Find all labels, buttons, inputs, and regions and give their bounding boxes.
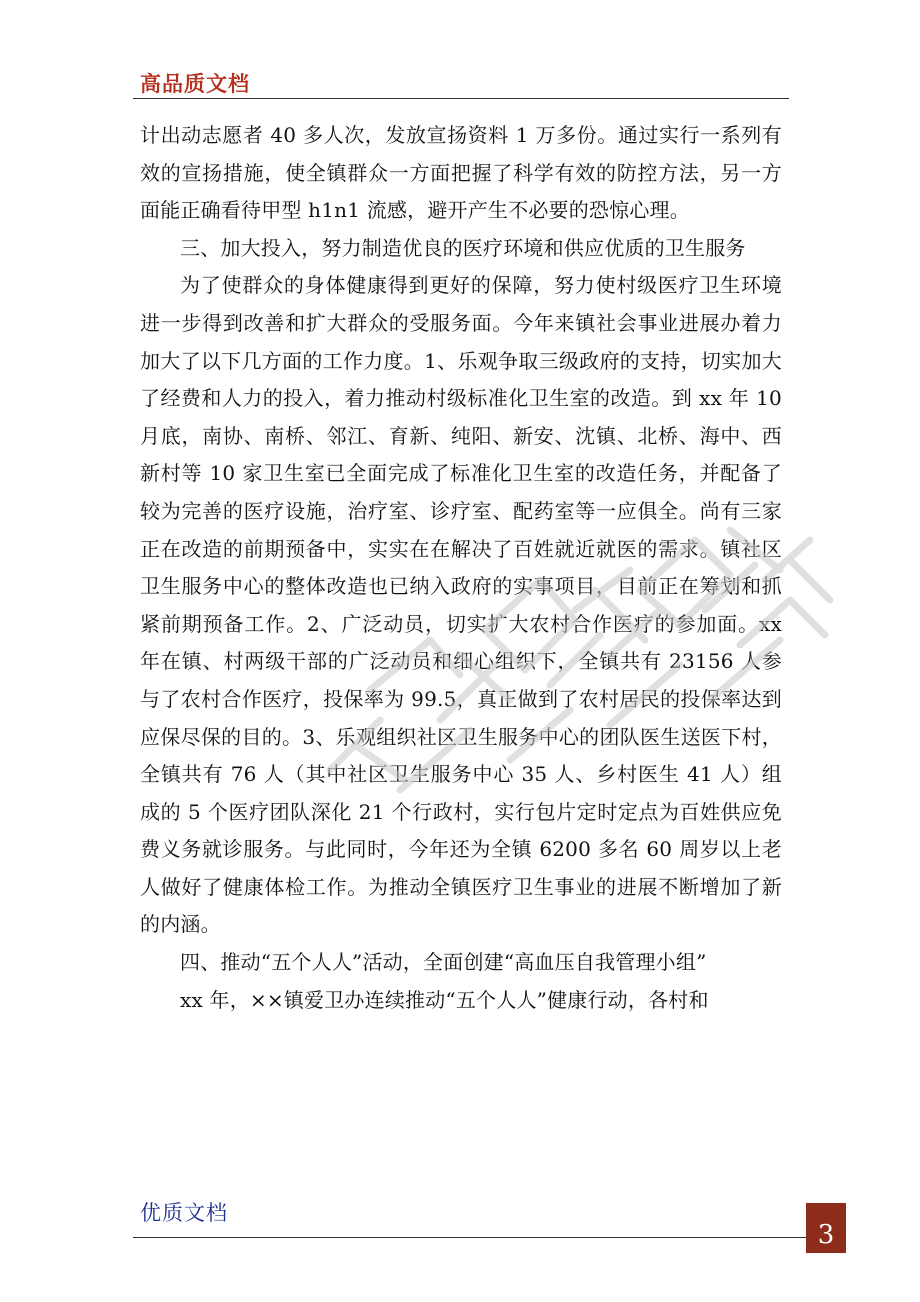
paragraph-section-4: xx 年，××镇爱卫办连续推动“五个人人”健康行动，各村和	[180, 987, 709, 1012]
footer-title: 优质文档	[140, 1201, 228, 1225]
page-number: 3	[817, 1220, 835, 1250]
document-body	[140, 117, 782, 1019]
footer-divider	[133, 1237, 813, 1238]
header-title: 高品质文档	[140, 72, 250, 96]
section-heading-4: 四、推动“五个人人”活动，全面创建“高血压自我管理小组”	[180, 950, 707, 975]
paragraph-section-3: 为了使群众的身体健康得到更好的保障，努力使村级医疗卫生环境进一步得到改善和扩大群众的受服务面。今年来镇社会事业进展办着力加大了以下几方面的工作力度。1、乐观争取三级政府的支持，切实加大了经费和人力的投入，着力推动村级标准化卫生室的改造。到 xx 年 10 月底，南协、南桥、邻江、育新、纯阳、新安、沈镇、北桥、海中、西新村等 10 家卫生室已全面完成了标准化卫生室的改造任务，并配备了较为完善的医疗设施，治疗室、诊疗室、配药室等一应俱全。尚有三家正在改造的前期预备中，实实在在解决了百姓就近就医的需求。镇社区卫生服务中心的整体改造也已纳入政府的实事项目，目前正在筹划和抓紧前期预备工作。2、广泛动员，切实扩大农村合作医疗的参加面。xx 年在镇、村两级干部的广泛动员和细心组织下，全镇共有 23156 人参与了农村合作医疗，投保率为 99.5，真正做到了农村居民的投保率达到应保尽保的目的。3、乐观组织社区卫生服务中心的团队医生送医下村，全镇共有 76 人（其中社区卫生服务中心 35 人、乡村医生 41 人）组成的 5 个医疗团队深化 21 个行政村，实行包片定时定点为百姓供应免费义务就诊服务。与此同时，今年还为全镇 6200 多名 60 周岁以上老人做好了健康体检工作。为推动全镇医疗卫生事业的进展不断增加了新的内涵。	[140, 273, 782, 937]
section-heading-3: 三、加大投入，努力制造优良的医疗环境和供应优质的卫生服务	[180, 235, 746, 260]
page-number-badge	[806, 1203, 846, 1253]
header-divider	[133, 98, 789, 99]
paragraph-continuation: 计出动志愿者 40 多人次，发放宣扬资料 1 万多份。通过实行一系列有效的宣扬措施，使全镇群众一方面把握了科学有效的防控方法，另一方面能正确看待甲型 h1n1 流感，避开产生不必要的恐惊心理。	[140, 123, 782, 223]
